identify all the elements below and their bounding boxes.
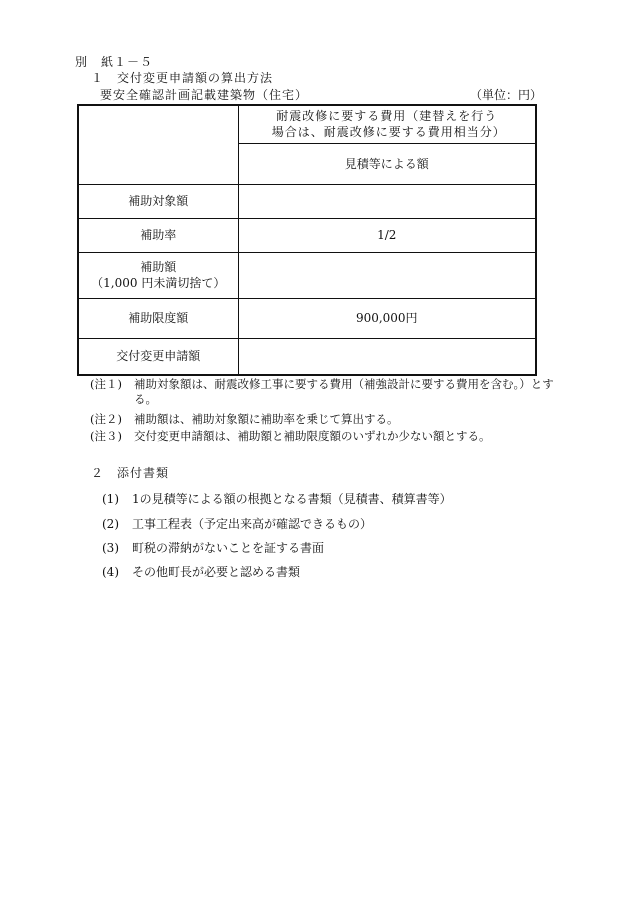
section1-title: １ 交付変更申請額の算出方法	[91, 71, 274, 85]
row-value: 1/2	[238, 218, 536, 252]
row-label	[78, 252, 238, 298]
list-item: (2) 工事工程表（予定出来高が確認できるもの）	[102, 517, 373, 531]
row-label-main: 補助額	[140, 260, 177, 274]
row-label: 補助率	[78, 218, 238, 252]
table-row	[78, 298, 536, 338]
row-value: 900,000円	[238, 298, 536, 338]
note-3	[90, 429, 554, 444]
note-text: 交付変更申請額は、補助額と補助限度額のいずれか少ない額とする。	[134, 429, 491, 443]
table-row	[78, 252, 536, 298]
note-2	[90, 412, 554, 427]
note-tag: (注２)	[90, 412, 122, 426]
note-text: 補助額は、補助対象額に補助率を乗じて算出する。	[134, 412, 399, 426]
section2-title: ２ 添付書類	[91, 466, 170, 480]
table-row	[78, 338, 536, 375]
row-label: 補助対象額	[78, 184, 238, 218]
table-corner-cell	[78, 105, 238, 184]
note-tag: (注１)	[90, 377, 122, 391]
unit-label: （単位：円）	[470, 88, 543, 102]
note-tag: (注３)	[90, 429, 122, 443]
row-value	[238, 252, 536, 298]
list-item: (4) その他町長が必要と認める書類	[102, 565, 301, 579]
column-subheader: 見積等による額	[238, 143, 536, 184]
attachment-label: 別 紙１－５	[75, 55, 154, 69]
note-text: 補助対象額は、耐震改修工事に要する費用（補強設計に要する費用を含む。）とする。	[134, 377, 554, 406]
table-row	[78, 218, 536, 252]
row-value	[238, 338, 536, 375]
note-1	[90, 377, 554, 407]
row-value	[238, 184, 536, 218]
column-header: 耐震改修に要する費用（建替えを行う場合は、耐震改修に要する費用相当分）	[238, 105, 536, 143]
row-label: 交付変更申請額	[78, 338, 238, 375]
table-caption: 要安全確認計画記載建築物（住宅）	[100, 88, 309, 102]
list-item: (3) 町税の滞納がないことを証する書面	[102, 541, 325, 555]
subsidy-table	[77, 104, 537, 376]
list-item: (1) 1の見積等による額の根拠となる書類（見積書、積算書等）	[102, 492, 452, 506]
row-label-sub: （1,000 円未満切捨て）	[91, 276, 226, 290]
row-label: 補助限度額	[78, 298, 238, 338]
table-row	[78, 184, 536, 218]
